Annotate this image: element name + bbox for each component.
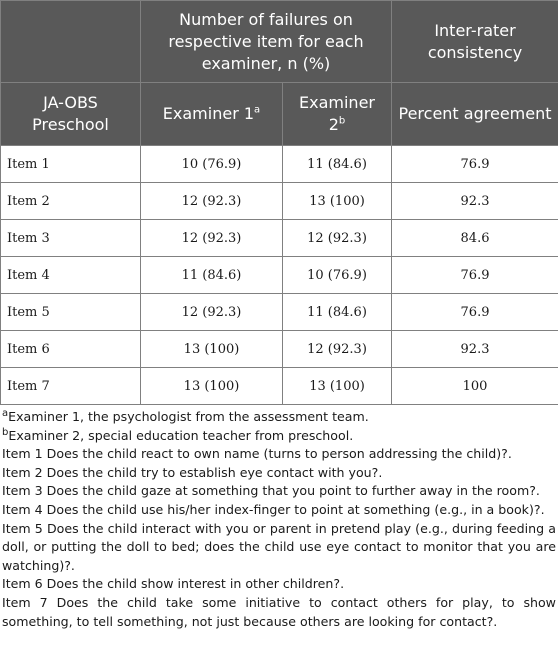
row-examiner-1: 13 (100) xyxy=(141,331,283,368)
row-item: Item 5 xyxy=(1,294,141,331)
footnote-marker-b: b xyxy=(338,115,346,127)
header-examiner-1 xyxy=(141,83,283,146)
row-agreement: 76.9 xyxy=(392,294,558,331)
row-examiner-2: 13 (100) xyxy=(283,183,392,220)
footnote-b-text: Examiner 2, special education teacher from preschool. xyxy=(8,427,354,443)
header-row-top xyxy=(1,1,558,83)
row-examiner-1: 12 (92.3) xyxy=(141,183,283,220)
row-examiner-1: 12 (92.3) xyxy=(141,220,283,257)
item-note: Item 2 Does the child try to establish eye contact with you?. xyxy=(2,464,383,480)
row-examiner-2: 13 (100) xyxy=(283,368,392,405)
row-examiner-2: 11 (84.6) xyxy=(283,294,392,331)
header-instrument-label: JA-OBS Preschool xyxy=(32,93,109,134)
table-row xyxy=(1,331,558,368)
header-agreement xyxy=(392,83,558,146)
header-instrument xyxy=(1,83,141,146)
row-item: Item 4 xyxy=(1,257,141,294)
footnote-b-marker: b xyxy=(2,426,9,438)
row-item: Item 1 xyxy=(1,146,141,183)
header-examiner-1-label: Examiner 1 xyxy=(162,104,255,123)
item-note: Item 5 Does the child interact with you or parent in pretend play (e.g., during feeding a doll, or putting the doll to bed; does the child use eye contact to monitor that you are watching)?. xyxy=(2,520,556,573)
table-row xyxy=(1,368,558,405)
row-examiner-2: 11 (84.6) xyxy=(283,146,392,183)
row-agreement: 92.3 xyxy=(392,331,558,368)
footnote-b xyxy=(2,427,556,446)
row-examiner-1: 11 (84.6) xyxy=(141,257,283,294)
footnote-a-marker: a xyxy=(2,407,9,419)
row-agreement: 76.9 xyxy=(392,146,558,183)
row-examiner-1: 12 (92.3) xyxy=(141,294,283,331)
item-note: Item 4 Does the child use his/her index-finger to point at something (e.g., in a book)?. xyxy=(2,501,545,517)
item-note: Item 7 Does the child take some initiative to contact others for play, to show something, to tell something, not just because others are looking for contact?. xyxy=(2,594,556,629)
footnote-a-text: Examiner 1, the psychologist from the assessment team. xyxy=(8,409,369,424)
row-agreement: 100 xyxy=(392,368,558,405)
item-note: Item 6 Does the child show interest in other children?. xyxy=(2,576,345,592)
table-footnotes xyxy=(0,405,558,631)
row-examiner-2: 12 (92.3) xyxy=(283,220,392,257)
header-examiner-2 xyxy=(283,83,392,146)
table-row xyxy=(1,257,558,294)
item-note: Item 1 Does the child react to own name (turns to person addressing the child)?. xyxy=(2,446,512,462)
item-note: Item 3 Does the child gaze at something that you point to further away in the room?. xyxy=(2,483,540,499)
row-agreement: 76.9 xyxy=(392,257,558,294)
row-item: Item 7 xyxy=(1,368,141,405)
header-empty xyxy=(1,1,141,83)
row-item: Item 6 xyxy=(1,331,141,368)
row-examiner-2: 12 (92.3) xyxy=(283,331,392,368)
table-row xyxy=(1,220,558,257)
table-row xyxy=(1,146,558,183)
footnote-a xyxy=(2,408,556,427)
header-failures: Number of failures on respective item for each examiner, n (%) xyxy=(141,1,392,83)
row-examiner-1: 13 (100) xyxy=(141,368,283,405)
row-item: Item 3 xyxy=(1,220,141,257)
table-row xyxy=(1,183,558,220)
row-examiner-1: 10 (76.9) xyxy=(141,146,283,183)
header-row-sub xyxy=(1,83,558,146)
row-item: Item 2 xyxy=(1,183,141,220)
footnote-marker-a: a xyxy=(254,104,261,116)
header-examiner-2-label: Examiner 2 xyxy=(299,93,375,134)
row-agreement: 92.3 xyxy=(392,183,558,220)
row-agreement: 84.6 xyxy=(392,220,558,257)
header-consistency: Inter-rater consistency xyxy=(392,1,558,83)
row-examiner-2: 10 (76.9) xyxy=(283,257,392,294)
table-row xyxy=(1,294,558,331)
header-agreement-label: Percent agreement xyxy=(398,104,552,123)
